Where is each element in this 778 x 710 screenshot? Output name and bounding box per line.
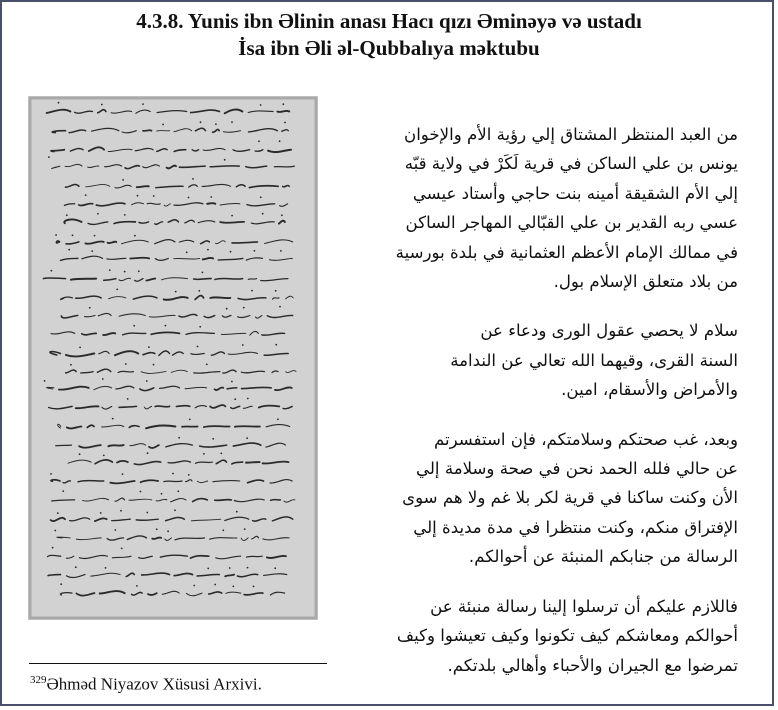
manuscript-photo <box>28 96 318 620</box>
letter-line: تمرضوا مع الجيران والأحباء وأهالي بلدتكم. <box>447 655 738 675</box>
heading-line-2: İsa ibn Əli əl-Qubbalıya məktubu <box>238 36 540 60</box>
section-heading <box>0 8 778 62</box>
letter-line: الإفتراق منكم، وكنت منتظرا في مدة مديدة إلي <box>413 517 738 537</box>
letter-paragraph <box>324 316 738 404</box>
footnote-text: Əhməd Niyazov Xüsusi Arxivi. <box>46 674 262 694</box>
footnote <box>30 674 262 695</box>
letter-line: فاللازم عليكم أن ترسلوا إلينا رسالة منبئة عن <box>430 596 738 616</box>
letter-paragraph <box>324 425 738 572</box>
letter-line: عسي ربه القدير بن علي القبّالي المهاجر الساكن <box>405 213 738 233</box>
letter-line: والأمراض والأسقام، امين. <box>561 380 738 400</box>
footnote-rule <box>29 663 327 664</box>
letter-line: عن حالي فلله الحمد نحن في صحة وسلامة إلي <box>416 459 738 479</box>
letter-line: الرسالة من جنابكم المنبئة عن أحوالكم. <box>468 547 738 567</box>
heading-line-1: 4.3.8. Yunis ibn Əlinin anası Hacı qızı Əminəyə və ustadı <box>136 9 642 33</box>
letter-line: أحوالكم ومعاشكم كيف تكونوا وكيف تعيشوا وكيف <box>396 626 738 646</box>
manuscript-scan <box>28 96 318 620</box>
letter-line: سلام لا يحصي عقول الورى ودعاء عن <box>480 321 738 341</box>
letter-paragraph <box>324 592 738 680</box>
arabic-letter-text <box>324 120 738 680</box>
letter-line: السنة القرى، وقيهما الله تعالي عن الندامة <box>450 350 738 370</box>
footnote-number: 329 <box>30 674 47 686</box>
letter-line: الأن وكنت ساكنا في قرية لكر بلا غم ولا هم سوى <box>402 488 738 508</box>
letter-line: وبعد، غب صحتكم وسلامتكم، فإن استفسرتم <box>433 429 738 449</box>
letter-line: يونس بن علي الساكن في قرية لَكَرْ في ولاية قبّه <box>404 154 738 174</box>
letter-line: من العبد المنتظر المشتاق إلي رؤية الأم والإخوان <box>404 125 738 144</box>
letter-line: إلي الأم الشقيقة أمينه بنت حاجي وأستاد عيسي <box>412 183 738 203</box>
letter-line: من بلاد متعلق الإسلام بول. <box>553 272 738 292</box>
letter-line: في ممالك الإمام الأعظم العثمانية في بلدة بورسية <box>395 242 738 262</box>
letter-paragraph <box>324 120 738 296</box>
